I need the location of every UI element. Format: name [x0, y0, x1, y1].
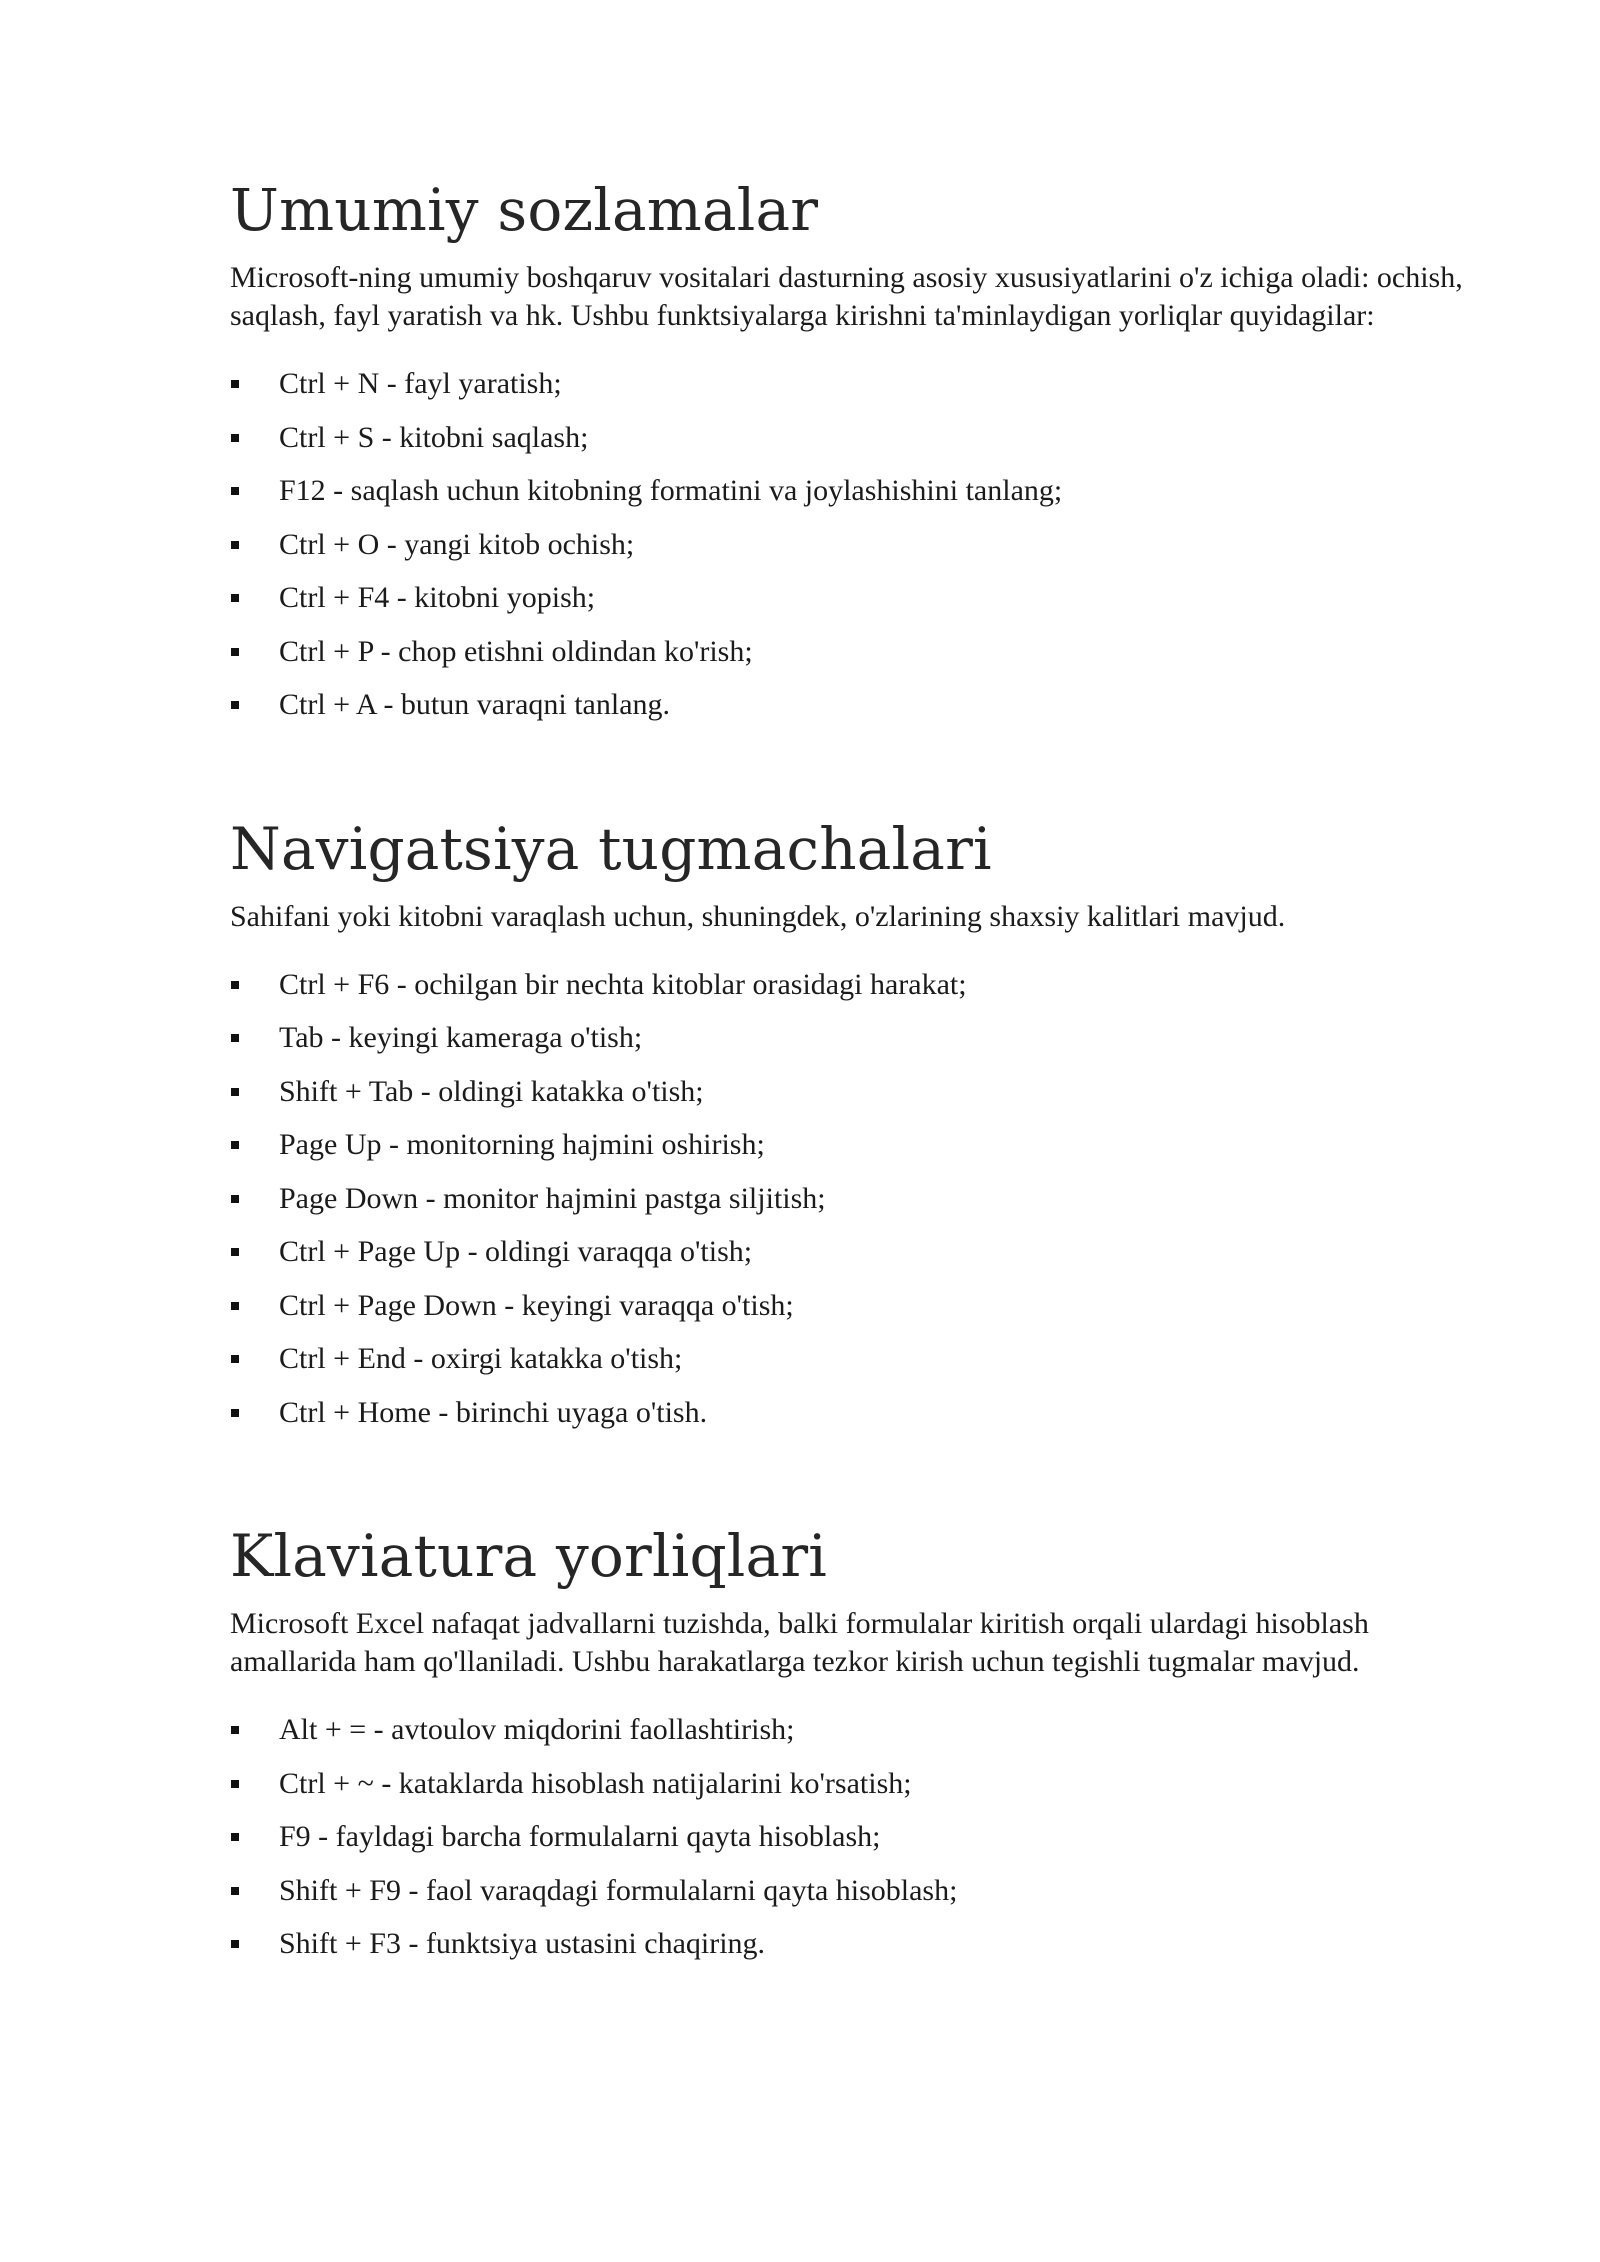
square-bullet-icon	[231, 1034, 239, 1042]
square-bullet-icon	[231, 594, 239, 602]
list-item	[230, 1065, 1480, 1119]
shortcut-list	[230, 958, 1480, 1440]
list-item	[230, 1917, 1480, 1971]
square-bullet-icon	[231, 1355, 239, 1363]
list-item	[230, 1172, 1480, 1226]
section-keyboard-shortcuts	[230, 1521, 1480, 1971]
list-item-text: Shift + Tab - oldingi katakka o'tish;	[279, 1074, 704, 1108]
square-bullet-icon	[231, 1887, 239, 1895]
shortcut-list	[230, 357, 1480, 732]
list-item-text: Ctrl + Page Down - keyingi varaqqa o'tish;	[279, 1288, 794, 1322]
list-item-text: Ctrl + N - fayl yaratish;	[279, 367, 562, 400]
list-item	[230, 1703, 1480, 1757]
square-bullet-icon	[231, 648, 239, 656]
list-item	[230, 1225, 1480, 1279]
list-item-text: Ctrl + O - yangi kitob ochish;	[279, 527, 635, 561]
list-item	[230, 1332, 1480, 1386]
list-item	[230, 1386, 1480, 1440]
square-bullet-icon	[231, 1940, 239, 1948]
square-bullet-icon	[231, 487, 239, 495]
list-item	[230, 464, 1480, 518]
square-bullet-icon	[231, 1248, 239, 1256]
list-item-text: Ctrl + End - oxirgi katakka o'tish;	[279, 1342, 683, 1375]
list-item	[230, 357, 1480, 411]
list-item-text: F12 - saqlash uchun kitobning formatini va joylashishini tanlang;	[279, 474, 1063, 507]
square-bullet-icon	[231, 380, 239, 388]
list-item	[230, 411, 1480, 465]
list-item	[230, 1118, 1480, 1172]
square-bullet-icon	[231, 1726, 239, 1734]
list-item-text: Ctrl + ~ - kataklarda hisoblash natijalarini ko'rsatish;	[279, 1766, 912, 1800]
section-intro: Microsoft-ning umumiy boshqaruv vositalari dasturning asosiy xususiyatlarini o'z ichiga oladi: ochish, saqlash, fayl yaratish va hk. Ushbu funktsiyalarga kirishni ta'minlaydigan yorliqlar quyidagilar:	[230, 261, 1463, 332]
square-bullet-icon	[231, 701, 239, 709]
square-bullet-icon	[231, 1302, 239, 1310]
square-bullet-icon	[231, 1833, 239, 1841]
section-intro: Microsoft Excel nafaqat jadvallarni tuzishda, balki formulalar kiritish orqali ulardagi hisoblash amallarida ham qo'llaniladi. Ushbu harakatlarga tezkor kirish uchun tegishli tugmalar mavjud.	[230, 1607, 1369, 1678]
list-item-text: Page Up - monitorning hajmini oshirish;	[279, 1128, 765, 1161]
list-item-text: Shift + F3 - funktsiya ustasini chaqiring.	[279, 1927, 766, 1960]
list-item	[230, 1810, 1480, 1864]
section-navigation-keys	[230, 814, 1480, 1440]
list-item-text: Ctrl + F4 - kitobni yopish;	[279, 581, 596, 614]
square-bullet-icon	[231, 434, 239, 442]
section-heading: Navigatsiya tugmachalari	[230, 814, 992, 883]
square-bullet-icon	[231, 1141, 239, 1149]
square-bullet-icon	[231, 981, 239, 989]
list-item-text: Ctrl + Page Up - oldingi varaqqa o'tish;	[279, 1235, 753, 1268]
list-item	[230, 625, 1480, 679]
list-item-text: Ctrl + A - butun varaqni tanlang.	[279, 688, 671, 721]
list-item	[230, 958, 1480, 1012]
list-item-text: Ctrl + P - chop etishni oldindan ko'rish;	[279, 634, 753, 668]
list-item-text: Ctrl + Home - birinchi uyaga o'tish.	[279, 1395, 708, 1429]
list-item	[230, 1011, 1480, 1065]
section-heading: Umumiy sozlamalar	[230, 176, 819, 244]
list-item	[230, 571, 1480, 625]
list-item-text: Shift + F9 - faol varaqdagi formulalarni qayta hisoblash;	[279, 1873, 958, 1907]
section-intro: Sahifani yoki kitobni varaqlash uchun, shuningdek, o'zlarining shaxsiy kalitlari mavjud.	[230, 899, 1286, 933]
list-item	[230, 1757, 1480, 1811]
list-item-text: Alt + = - avtoulov miqdorini faollashtirish;	[279, 1713, 795, 1746]
list-item-text: Ctrl + F6 - ochilgan bir nechta kitoblar orasidagi harakat;	[279, 967, 967, 1001]
list-item-text: Ctrl + S - kitobni saqlash;	[279, 420, 589, 454]
list-item-text: Page Down - monitor hajmini pastga siljitish;	[279, 1181, 826, 1215]
list-item	[230, 1279, 1480, 1333]
square-bullet-icon	[231, 541, 239, 549]
list-item	[230, 518, 1480, 572]
list-item-text: Tab - keyingi kameraga o'tish;	[279, 1021, 643, 1054]
square-bullet-icon	[231, 1088, 239, 1096]
document-page	[230, 175, 1480, 1971]
square-bullet-icon	[231, 1409, 239, 1417]
list-item	[230, 678, 1480, 732]
list-item-text: F9 - fayldagi barcha formulalarni qayta hisoblash;	[279, 1820, 881, 1853]
square-bullet-icon	[231, 1780, 239, 1788]
shortcut-list	[230, 1703, 1480, 1971]
list-item	[230, 1864, 1480, 1918]
section-heading: Klaviatura yorliqlari	[230, 1522, 828, 1590]
square-bullet-icon	[231, 1195, 239, 1203]
section-general-settings	[230, 175, 1480, 732]
